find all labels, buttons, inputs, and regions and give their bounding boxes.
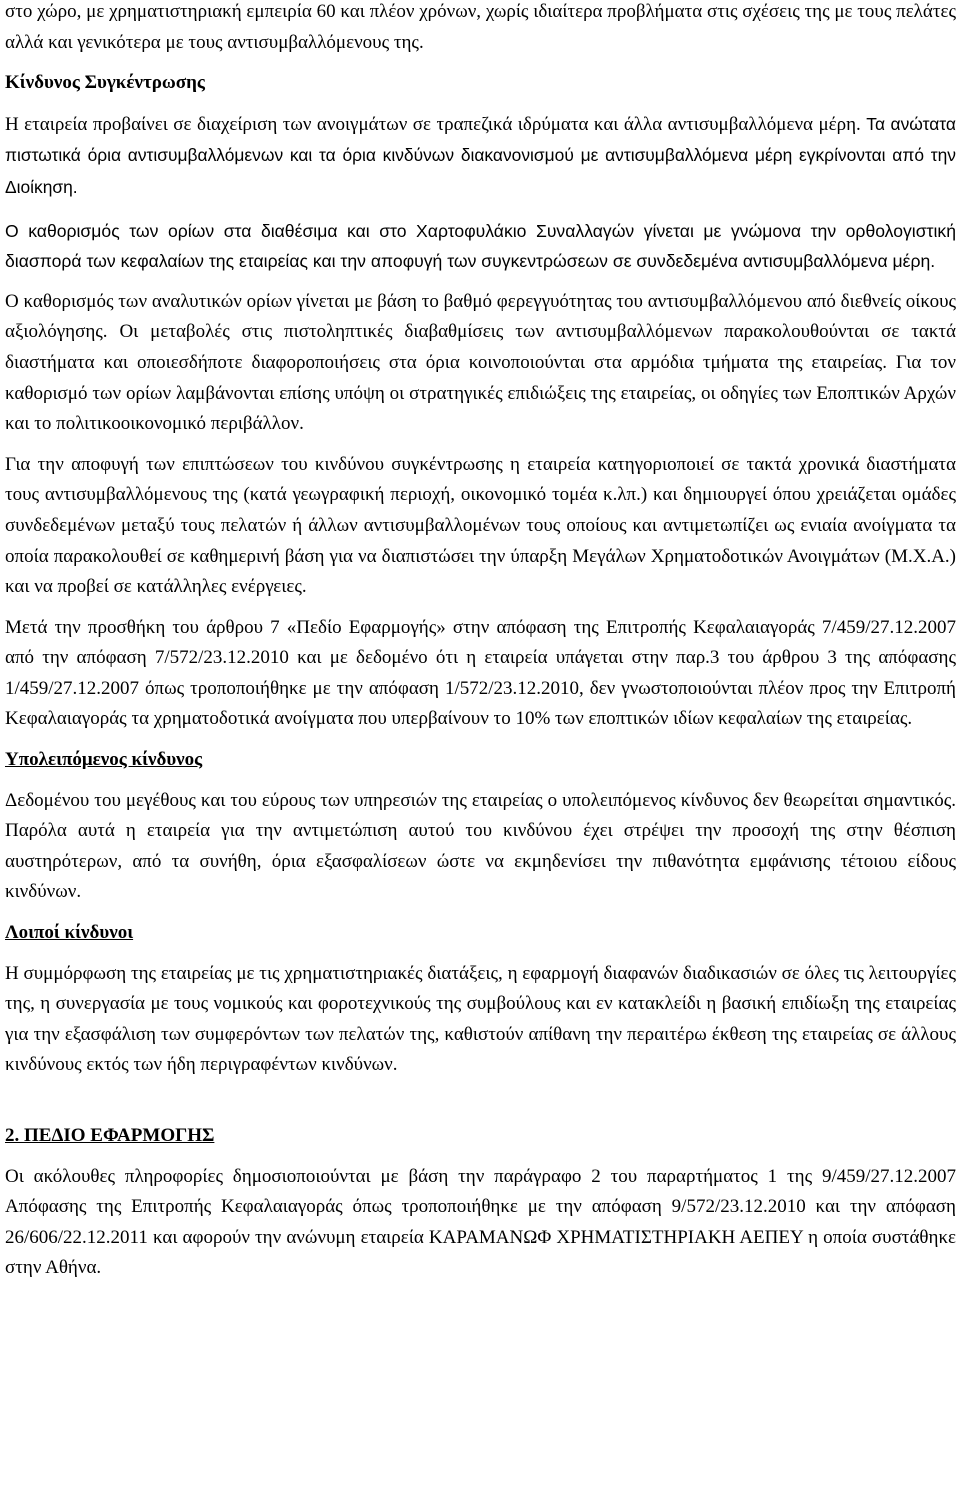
paragraph-limits-definition: Ο καθορισμός των ορίων στα διαθέσιμα και στο Χαρτοφυλάκιο Συναλλαγών γίνεται με γνώμονα την ορθολογιστική διασπορά των κεφαλαίων της εταιρείας και την αποφυγή των συγκεντρώσεων σε συνδεδεμένα αντισυμβαλλόμενα μέρη.: [5, 220, 956, 272]
heading-scope-of-application: 2. ΠΕΔΙΟ ΕΦΑΡΜΟΓΗΣ: [5, 1125, 215, 1146]
paragraph-analytic-limits-a: Ο καθορισμός των αναλυτικών ορίων γίνεται με βάση το βαθμό φερεγγυότητας του αντισυμβαλλόμενου από διεθνείς οίκους αξιολόγησης.: [5, 290, 956, 343]
paragraph-intro-continuation: στο χώρο, με χρηματιστηριακή εμπειρία 60 και πλέον χρόνων, χωρίς ιδιαίτερα προβλήματα στις σχέσεις της με τους πελάτες αλλά και γενικότερα με τους αντισυμβαλλόμενους της.: [5, 1, 956, 53]
paragraph-scope-of-application: Οι ακόλουθες πληροφορίες δημοσιοποιούνται με βάση την παράγραφο 2 του παραρτήματος 1 της 9/459/27.12.2007 Απόφασης της Επιτροπής Κεφαλαιαγοράς όπως τροποποιήθηκε με την απόφαση 9/572/23.12.2010 και την απόφαση 26/606/22.12.2011 και αφορούν την ανώνυμη εταιρεία ΚΑΡΑΜΑΝΩΦ ΧΡΗΜΑΤΙΣΤΗΡΙΑΚΗ ΑΕΠΕΥ η οποία συστάθηκε στην Αθήνα.: [5, 1165, 956, 1279]
heading-other-risks: Λοιποί κίνδυνοι: [5, 922, 134, 944]
heading-concentration-risk: Κίνδυνος Συγκέντρωσης: [5, 72, 205, 94]
paragraph-analytic-limits-b: Οι μεταβολές στις πιστοληπτικές διαβαθμίσεις των αντισυμβαλλόμενων παρακολουθούνται σε τακτά διαστήματα και οποιεσδήποτε διαφοροποιήσεις στα όρια κοινοποιούνται στα αρμόδια τμήματα της εταιρείας. Για τον καθορισμό των ορίων λαμβάνονται επίσης υπόψη οι στρατηγικές επιδιώξεις της εταιρείας, οι οδηγίες των Εποπτικών Αρχών και το πολιτικοοικονομικό περιβάλλον.: [5, 321, 957, 435]
paragraph-other-risks: Η συμμόρφωση της εταιρείας με τις χρηματιστηριακές διατάξεις, η εφαρμογή διαφανών διαδικασιών σε όλες τις λειτουργίες της, η συνεργασία με τους νομικούς και φοροτεχνικούς της συμβούλους και εν κατακλείδι η βασική επιδίωξη της εταιρείας για την εξασφάλιση των συμφερόντων των πελατών της, καθιστούν απίθανη την περαιτέρω έκθεση της εταιρείας σε άλλους κινδύνους εκτός των ήδη περιγραφέντων κινδύνων.: [5, 962, 956, 1076]
paragraph-concentration-1b: Τα ανώτατα πιστωτικά όρια αντισυμβαλλόμενων και τα όρια κινδύνων διακανονισμού με αντισυμβαλλόμενα μέρη εγκρίνονται από την Διοίκηση.: [5, 113, 956, 197]
paragraph-concentration-1: [5, 109, 956, 204]
document-page: [5, 0, 956, 1284]
paragraph-residual-risk: Δεδομένου του μεγέθους και του εύρους των υπηρεσιών της εταιρείας ο υπολειπόμενος κίνδυνος δεν θεωρείται σημαντικός. Παρόλα αυτά η εταιρεία για την αντιμετώπιση αυτού του κινδύνου έχει στρέψει την προσοχή της στην θέσπιση αυστηρότερων, από τα συνήθη, όρια εξασφαλίσεων ώστε να εκμηδενίσει την πιθανότητα εμφάνισης τέτοιου είδους κινδύνων.: [5, 789, 956, 903]
paragraph-article-7: Μετά την προσθήκη του άρθρου 7 «Πεδίο Εφαρμογής» στην απόφαση της Επιτροπής Κεφαλαιαγοράς 7/459/27.12.2007 από την απόφαση 7/572/23.12.2010 και με δεδομένο ότι η εταιρεία υπάγεται στην παρ.3 του άρθρου 3 της απόφασης 1/459/27.12.2007 όπως τροποποιήθηκε με την απόφαση 1/572/23.12.2010, δεν γνωστοποιούνται πλέον προς την Επιτροπή Κεφαλαιαγοράς τα χρηματοδοτικά ανοίγματα που υπερβαίνουν το 10% των εποπτικών ιδίων κεφαλαίων της εταιρείας.: [5, 616, 956, 730]
heading-residual-risk: Υπολειπόμενος κίνδυνος: [5, 749, 203, 771]
paragraph-concentration-1a: Η εταιρεία προβαίνει σε διαχείριση των ανοιγμάτων σε τραπεζικά ιδρύματα και άλλα αντισυμβαλλόμενα μέρη.: [5, 113, 861, 135]
paragraph-analytic-limits: [5, 287, 956, 440]
paragraph-concentration-avoidance: Για την αποφυγή των επιπτώσεων του κινδύνου συγκέντρωσης η εταιρεία κατηγοριοποιεί σε τακτά χρονικά διαστήματα τους αντισυμβαλλόμενους της (κατά γεωγραφική περιοχή, οικονομικό τομέα κ.λπ.) και δημιουργεί όπου χρειάζεται ομάδες συνδεδεμένων μεταξύ τους πελατών ή άλλων αντισυμβαλλομένων τους οποίους και αντιμετωπίζει ως ενιαία ανοίγματα τα οποία παρακολουθεί σε καθημερινή βάση για να διαπιστώσει την ύπαρξη Μεγάλων Χρηματοδοτικών Ανοιγμάτων (Μ.Χ.Α.) και να προβεί σε κατάλληλες ενέργειες.: [5, 453, 956, 598]
